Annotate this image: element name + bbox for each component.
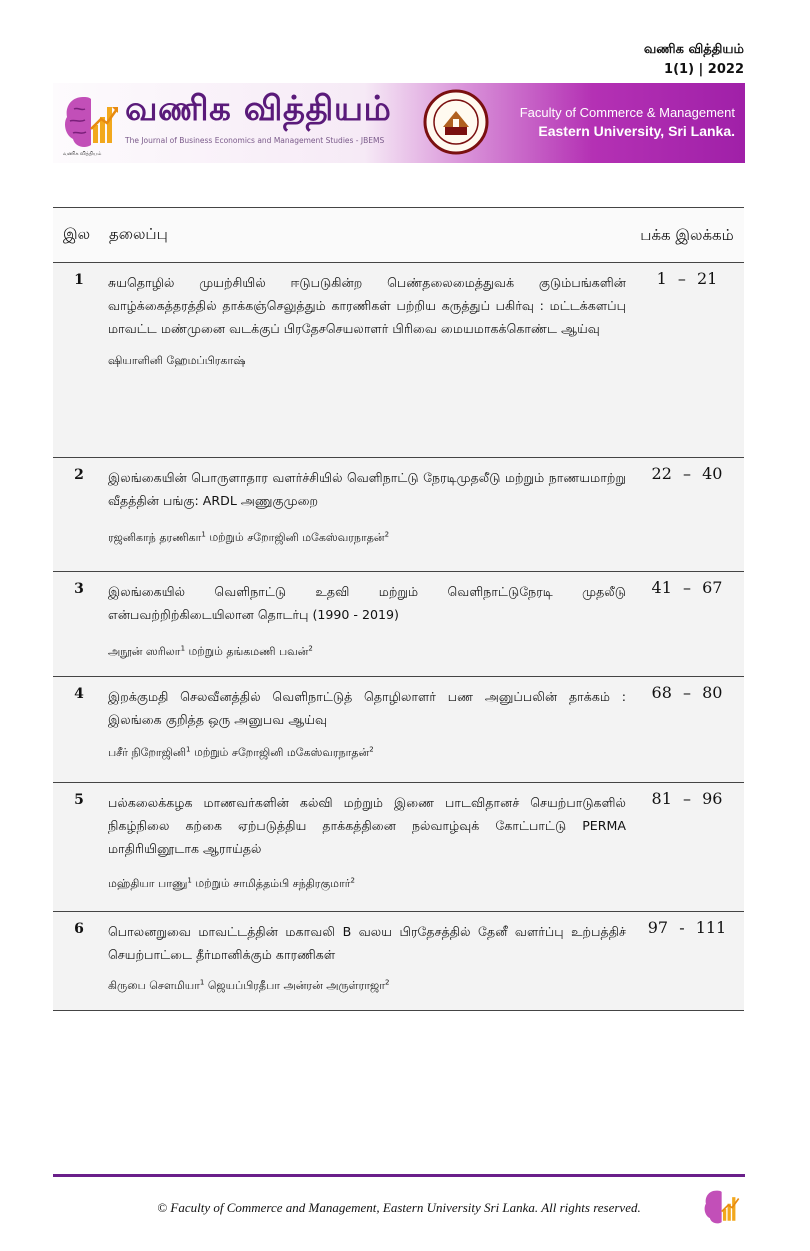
row-content	[105, 783, 630, 912]
page-range: 97 - 111	[630, 912, 744, 1011]
author-first: கிருபை சௌமியா$^1$	[108, 978, 205, 992]
article-title: பொலனறுவை மாவட்டத்தின் மகாவலி B வலய பிரதேசத்தில் தேனீ வளர்ப்பு உற்பத்திச் செயற்பாட்டை தீர்மானிக்கும் காரணிகள்	[108, 924, 626, 962]
author-first: அநூன் ஸரிலா$^1$	[108, 644, 186, 658]
page-range: 81 – 96	[630, 783, 744, 912]
table-row	[53, 912, 744, 1011]
row-number: 2	[53, 458, 105, 572]
journal-title: வணிக வித்தியம்	[125, 89, 392, 129]
page-range: 22 – 40	[630, 458, 744, 572]
brain-logo-icon	[61, 89, 119, 155]
article-title: சுயதொழில் முயற்சியில் ஈடுபடுகின்ற பெண்தலைமைத்துவக் குடும்பங்களின் வாழ்க்கைத்தரத்தில் தாக்கஞ்செலுத்தும் காரணிகள் பற்றிய கருத்துப் பகிர்வு : மட்டக்களப்பு மாவட்ட மண்முனை வடக்குப் பிரதேசசெயலாளர் பிரிவை மையமாகக்கொண்ட ஆய்வு	[108, 275, 626, 336]
author-first: மஹ்தியா பாணு$^1$	[108, 876, 192, 890]
article-authors: மஹ்தியா பாணு$^1$ மற்றும் சாமித்தம்பி சந்திரகுமார்$^2$	[108, 876, 355, 890]
row-number: 6	[53, 912, 105, 1011]
article-authors: ரஜனிகாந் தரணிகா$^1$ மற்றும் சறோஜினி மகேஸ்வரநாதன்$^2$	[108, 530, 390, 544]
author-second: தங்கமணி பவன்$^2$	[226, 644, 313, 658]
author-first: ஷியாளினி ஹேமப்பிரகாஷ்	[108, 354, 246, 367]
footer-divider	[53, 1174, 745, 1177]
table-row	[53, 783, 744, 912]
article-title: இறக்குமதி செலவீனத்தில் வெளிநாட்டுத் தொழிலாளர் பண அனுப்பலின் தாக்கம் : இலங்கை குறித்த ஒரு அனுபவ ஆய்வு	[108, 689, 626, 727]
table-header-row	[53, 208, 744, 263]
journal-banner	[53, 83, 745, 163]
article-authors	[108, 978, 630, 994]
journal-subtitle: The Journal of Business Economics and Management Studies - JBEMS	[125, 136, 385, 145]
author-second: ஜெயப்பிரதீபா அன்ரன் அருள்ராஜா$^2$	[207, 978, 390, 992]
table-row	[53, 263, 744, 458]
row-content	[105, 263, 630, 458]
article-title: இலங்கையின் பொருளாதார வளர்ச்சியில் வெளிநாட்டு நேரடிமுதலீடு மற்றும் நாணயமாற்று வீதத்தின் பங்கு: ARDL அணுகுமுறை	[108, 470, 626, 508]
author-first: ரஜனிகாந் தரணிகா$^1$	[108, 530, 206, 544]
author-second: சாமித்தம்பி சந்திரகுமார்$^2$	[233, 876, 355, 890]
contents-table	[53, 207, 744, 1011]
article-authors: அநூன் ஸரிலா$^1$ மற்றும் தங்கமணி பவன்$^2$	[108, 644, 313, 658]
table-row	[53, 677, 744, 783]
row-content	[105, 458, 630, 572]
row-number: 1	[53, 263, 105, 458]
author-second: சறோஜினி மகேஸ்வரநாதன்$^2$	[247, 530, 390, 544]
article-title: இலங்கையில் வெளிநாட்டு உதவி மற்றும் வெளிநாட்டுநேரடி முதலீடு என்பவற்றிற்கிடையிலான தொடர்பு (1990 - 2019)	[108, 584, 626, 622]
page-range: 41 – 67	[630, 572, 744, 677]
header-pages: பக்க இலக்கம்	[630, 208, 744, 263]
row-number: 3	[53, 572, 105, 677]
faculty-name: Faculty of Commerce & Management	[519, 105, 735, 120]
table-row	[53, 458, 744, 572]
row-content	[105, 912, 630, 1011]
article-authors: பசீர் நிறோஜினி$^1$ மற்றும் சறோஜினி மகேஸ்வரநாதன்$^2$	[108, 745, 374, 759]
row-content	[105, 572, 630, 677]
header-title: தலைப்பு	[105, 208, 630, 263]
footer-copyright: © Faculty of Commerce and Management, Eastern University Sri Lanka. All rights reserved.	[157, 1200, 641, 1215]
author-first: பசீர் நிறோஜினி$^1$	[108, 745, 191, 759]
row-content	[105, 677, 630, 783]
university-seal-icon	[423, 89, 489, 155]
row-number: 4	[53, 677, 105, 783]
page-range: 68 – 80	[630, 677, 744, 783]
faculty-block	[520, 105, 735, 139]
university-name: Eastern University, Sri Lanka.	[538, 123, 735, 139]
brain-logo-icon	[702, 1185, 740, 1229]
page-range: 1 – 21	[630, 263, 744, 458]
row-number: 5	[53, 783, 105, 912]
journal-meta	[644, 40, 744, 80]
journal-name: வணிக வித்தியம்	[643, 42, 744, 57]
author-second: சறோஜினி மகேஸ்வரநாதன்$^2$	[231, 745, 374, 759]
logo-caption: வணிக வித்தியம்	[63, 151, 102, 157]
header-no: இல	[53, 208, 105, 263]
article-authors	[108, 354, 630, 369]
journal-issue: 1(1) | 2022	[664, 62, 744, 77]
table-row	[53, 572, 744, 677]
article-title: பல்கலைக்கழக மாணவர்களின் கல்வி மற்றும் இணை பாடவிதானச் செயற்பாடுகளில் நிகழ்நிலை கற்கை ஏற்படுத்திய தாக்கத்தினை நல்வாழ்வுக் கோட்பாட்டு PERMA மாதிரியினூடாக ஆராய்தல்	[108, 795, 626, 856]
